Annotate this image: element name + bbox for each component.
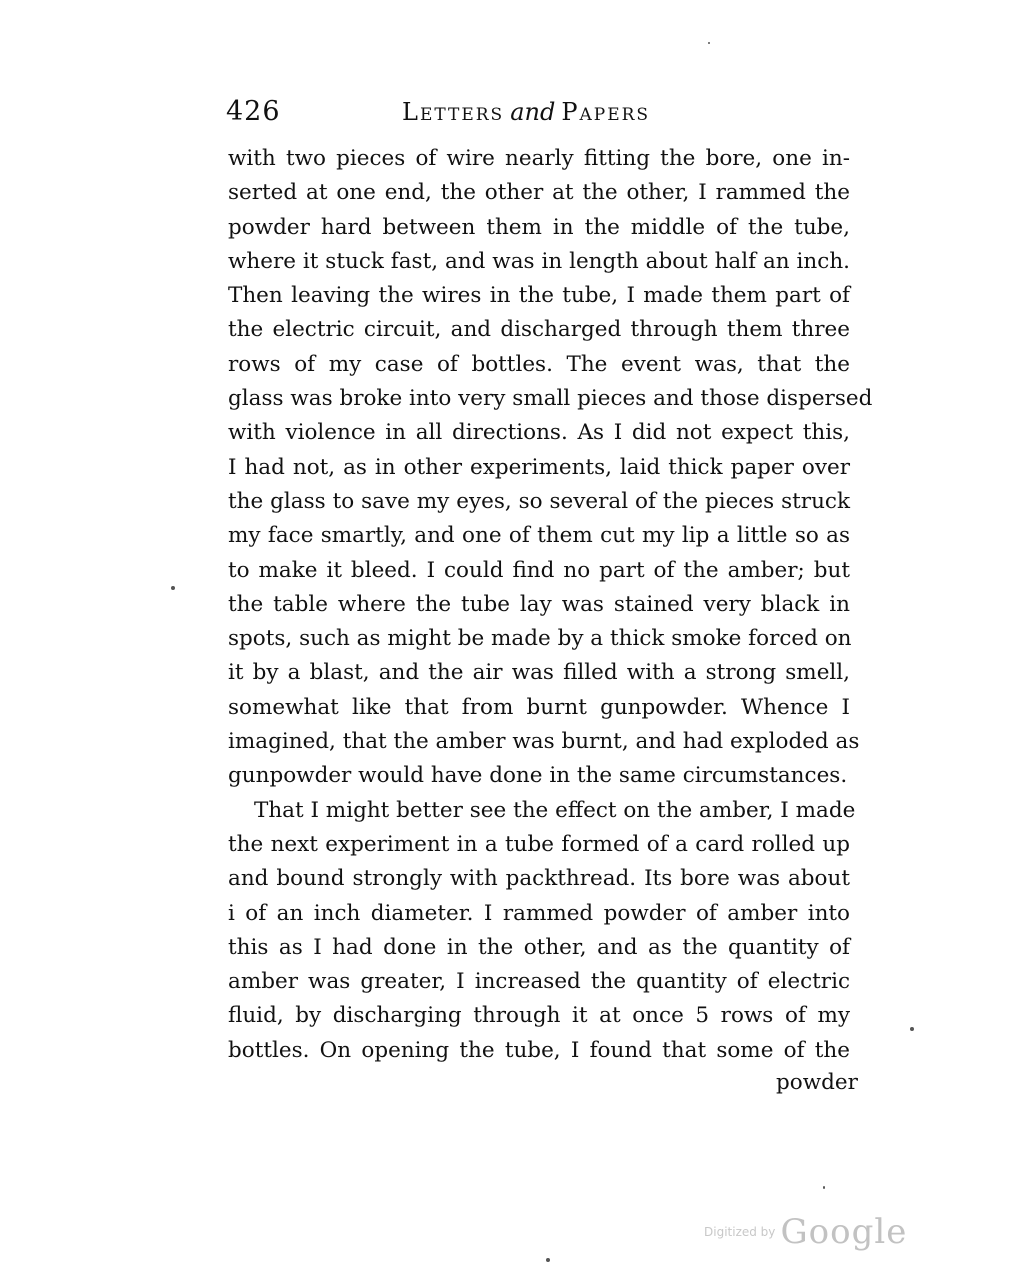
running-header [226, 96, 696, 136]
paragraph-start-line: That I might better see the effect on the amber, I made [254, 797, 856, 823]
text-line: the glass to save my eyes, so several of the pieces struck [228, 488, 850, 514]
text-line: where it stuck fast, and was in length about half an inch. [228, 248, 850, 274]
text-line: powder hard between them in the middle of the tube, [228, 214, 850, 240]
text-line: to make it bleed. I could find no part of the amber; but [228, 557, 850, 583]
scan-speck [171, 586, 175, 590]
text-line: imagined, that the amber was burnt, and had exploded as [228, 729, 860, 755]
text-line: Then leaving the wires in the tube, I made them part of [228, 283, 850, 309]
text-line: it by a blast, and the air was filled with a strong smell, [228, 660, 850, 686]
running-title-part1: Letters [402, 98, 505, 126]
text-line: with violence in all directions. As I did not expect this, [228, 420, 850, 446]
text-line: with two pieces of wire nearly fitting the bore, one in- [228, 146, 850, 171]
catchword: powder [776, 1070, 858, 1095]
text-line: my face smartly, and one of them cut my lip a little so as [228, 523, 850, 549]
text-line: the electric circuit, and discharged through them three [228, 317, 850, 343]
text-line: this as I had done in the other, and as the quantity of [228, 934, 850, 960]
text-line: the next experiment in a tube formed of a card rolled up [228, 831, 850, 857]
text-line: bottles. On opening the tube, I found that some of the [228, 1037, 850, 1063]
scan-speck [910, 1027, 914, 1031]
watermark-brand-logo: Google [780, 1212, 908, 1252]
running-title [402, 98, 650, 126]
text-line: somewhat like that from burnt gunpowder. Whence I [228, 694, 850, 720]
running-title-part2: Papers [561, 98, 651, 126]
text-line: fluid, by discharging through it at once 5 rows of my [228, 1003, 850, 1029]
text-line: rows of my case of bottles. The event was, that the [228, 351, 850, 377]
scan-speck [823, 1186, 825, 1189]
text-line: and bound strongly with packthread. Its bore was about [228, 866, 850, 892]
text-line: i of an inch diameter. I rammed powder of amber into [228, 900, 850, 926]
scan-speck [546, 1258, 550, 1262]
text-line: glass was broke into very small pieces and those dispersed [228, 386, 873, 412]
body-text [228, 142, 873, 1068]
digitized-by-watermark [704, 1212, 907, 1252]
text-line: the table where the tube lay was stained very black in [228, 591, 850, 617]
scan-speck [708, 42, 710, 44]
watermark-prefix: Digitized by [704, 1225, 776, 1239]
running-title-and: and [510, 98, 556, 126]
text-line: I had not, as in other experiments, laid thick paper over [228, 454, 850, 480]
text-line: gunpowder would have done in the same circumstances. [228, 763, 848, 789]
text-line: serted at one end, the other at the other, I rammed the [228, 180, 850, 206]
page-number: 426 [226, 96, 281, 127]
text-line: amber was greater, I increased the quantity of electric [228, 969, 850, 995]
text-line: spots, such as might be made by a thick smoke forced on [228, 626, 852, 652]
